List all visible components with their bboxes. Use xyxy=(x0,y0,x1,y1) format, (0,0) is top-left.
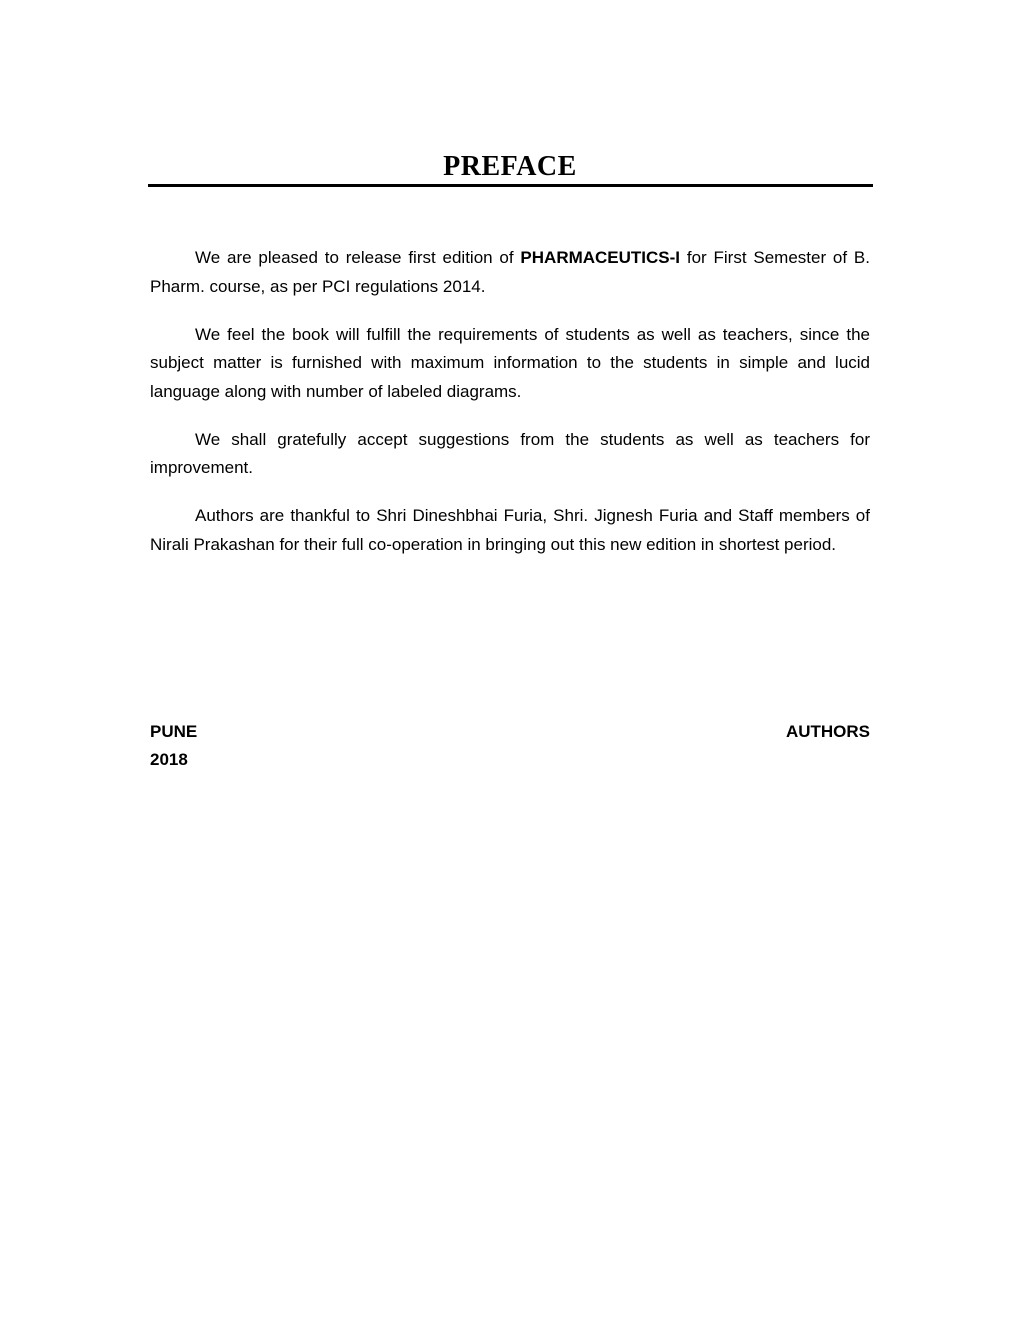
signature-authors: AUTHORS xyxy=(785,722,870,741)
signature-year: 2018 xyxy=(150,750,188,769)
paragraph-1 xyxy=(150,244,870,301)
preface-body xyxy=(150,244,870,579)
signature-place-date xyxy=(150,718,197,774)
paragraph-2: We feel the book will fulfill the requirements of students as well as teachers, since the subject matter is furnished with maximum information to the students in simple and lucid language along with number of labeled diagrams. xyxy=(150,324,870,401)
paragraph-4: Authors are thankful to Shri Dineshbhai Furia, Shri. Jignesh Furia and Staff members of Nirali Prakashan for their full co-operation in bringing out this new edition in shortest period. xyxy=(150,506,870,554)
paragraph-1-lead: We are pleased to release first edition of xyxy=(195,248,521,267)
title-underline xyxy=(148,184,873,187)
paragraph-3: We shall gratefully accept suggestions from the students as well as teachers for improvement. xyxy=(150,429,870,478)
book-title: PHARMACEUTICS-I xyxy=(520,248,681,267)
page-title: PREFACE xyxy=(443,151,577,182)
paragraph-1-tail: for First Semester of B. Pharm. course, as per PCI regulations 2014. xyxy=(150,248,870,296)
signature-place: PUNE xyxy=(150,722,198,741)
